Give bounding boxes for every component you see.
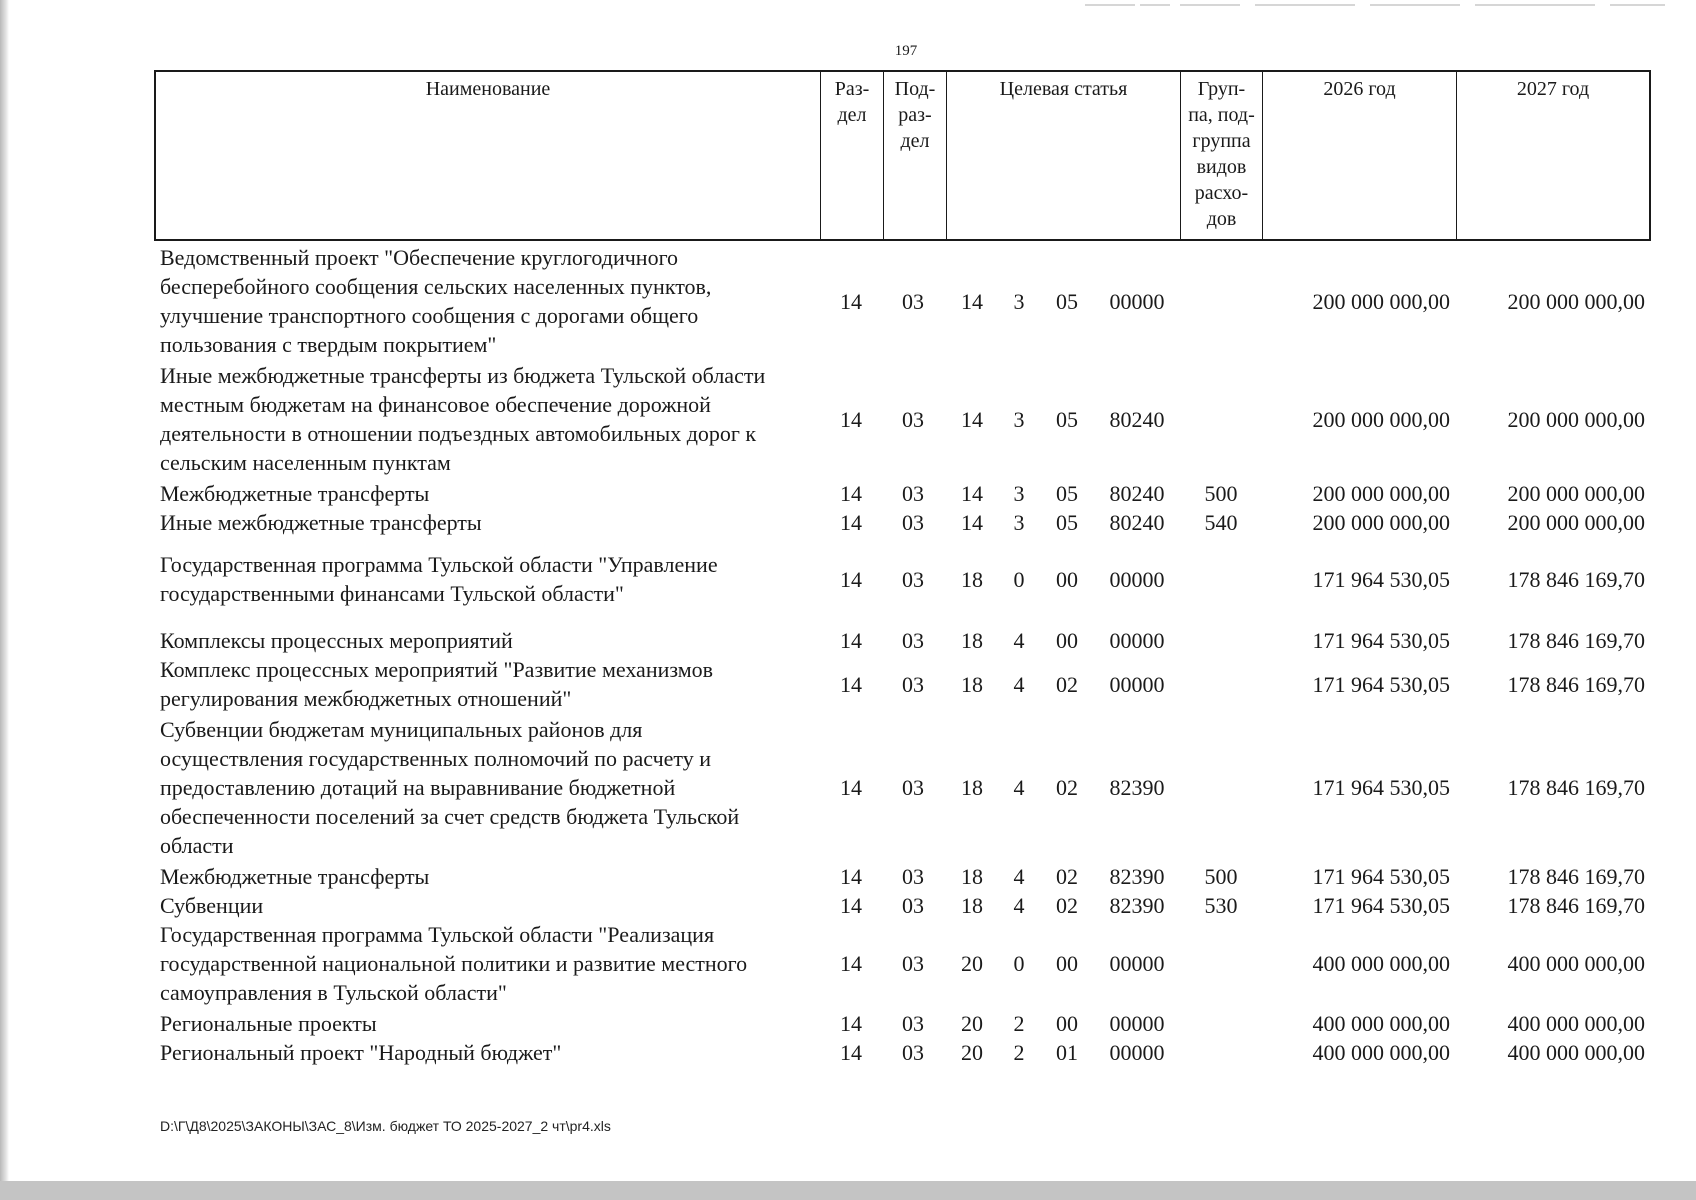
- cell-amount-2026: 171 964 530,05: [1312, 775, 1450, 800]
- cell-t3: 02: [1056, 864, 1078, 889]
- cell-podrazdel: 03: [902, 510, 924, 535]
- cell-t3: 05: [1056, 481, 1078, 506]
- cell-t1: 18: [961, 672, 983, 697]
- row-name: [160, 361, 820, 477]
- cell-t1: 18: [961, 893, 983, 918]
- cell-amount-2026: 400 000 000,00: [1312, 1040, 1450, 1065]
- cell-podrazdel: 03: [902, 672, 924, 697]
- header-year-2027: [1456, 72, 1649, 239]
- cell-t3: 00: [1056, 567, 1078, 592]
- cell-amount-2027: 200 000 000,00: [1507, 481, 1645, 506]
- row-name-line: Региональные проекты: [160, 1011, 377, 1036]
- cell-amount-2027: 400 000 000,00: [1507, 1040, 1645, 1065]
- cell-t2: 2: [1013, 1011, 1025, 1036]
- cell-amount-2026: 200 000 000,00: [1312, 289, 1450, 314]
- row-name-line: Субвенции бюджетам муниципальных районов для: [160, 717, 643, 742]
- cell-podrazdel: 03: [902, 407, 924, 432]
- row-name-line: предоставлению дотаций на выравнивание бюджетной: [160, 775, 676, 800]
- page-number: 197: [894, 43, 918, 59]
- table-row: [0, 361, 1696, 477]
- cell-razdel: 14: [840, 1040, 862, 1065]
- cell-t2: 4: [1013, 893, 1025, 918]
- cell-t4: 82390: [1109, 864, 1165, 889]
- row-name-line: Региональный проект "Народный бюджет": [160, 1040, 562, 1065]
- cell-razdel: 14: [840, 289, 862, 314]
- cell-amount-2027: 400 000 000,00: [1507, 951, 1645, 976]
- cell-t2: 4: [1013, 628, 1025, 653]
- header-label-line: 2026 год: [1323, 78, 1396, 100]
- cell-amount-2027: 178 846 169,70: [1507, 775, 1645, 800]
- row-name-line: деятельности в отношении подъездных автомобильных дорог к: [160, 421, 757, 446]
- table-row: [0, 479, 1696, 508]
- cell-podrazdel: 03: [902, 289, 924, 314]
- cell-amount-2026: 171 964 530,05: [1312, 628, 1450, 653]
- cell-t2: 3: [1013, 289, 1025, 314]
- cell-t2: 4: [1013, 864, 1025, 889]
- row-name: [160, 920, 820, 1007]
- cell-t3: 02: [1056, 672, 1078, 697]
- cell-group: 540: [1204, 510, 1238, 535]
- cell-t3: 01: [1056, 1040, 1078, 1065]
- cell-t3: 05: [1056, 407, 1078, 432]
- cell-t2: 3: [1013, 510, 1025, 535]
- cell-podrazdel: 03: [902, 1011, 924, 1036]
- cell-amount-2026: 200 000 000,00: [1312, 481, 1450, 506]
- row-name-line: государственными финансами Тульской области": [160, 581, 624, 606]
- row-name: [160, 1038, 820, 1067]
- header-label-line: па, под-: [1188, 104, 1255, 126]
- header-razdel: [820, 72, 883, 239]
- cell-razdel: 14: [840, 567, 862, 592]
- row-name-line: Межбюджетные трансферты: [160, 864, 430, 889]
- row-name: [160, 508, 820, 537]
- cell-amount-2027: 178 846 169,70: [1507, 864, 1645, 889]
- cell-t4: 80240: [1109, 481, 1165, 506]
- row-name-line: улучшение транспортного сообщения с дорогами общего: [160, 303, 699, 328]
- cell-t3: 00: [1056, 628, 1078, 653]
- cell-t1: 14: [961, 407, 983, 432]
- cell-t4: 80240: [1109, 510, 1165, 535]
- cell-amount-2027: 178 846 169,70: [1507, 567, 1645, 592]
- cell-t3: 00: [1056, 951, 1078, 976]
- cell-t3: 05: [1056, 289, 1078, 314]
- cell-razdel: 14: [840, 893, 862, 918]
- cell-t4: 82390: [1109, 893, 1165, 918]
- cell-razdel: 14: [840, 864, 862, 889]
- scan-mark: [1255, 4, 1355, 6]
- cell-t2: 4: [1013, 775, 1025, 800]
- cell-t4: 00000: [1109, 628, 1165, 653]
- cell-amount-2026: 171 964 530,05: [1312, 567, 1450, 592]
- table-row: [0, 715, 1696, 860]
- row-name-line: Ведомственный проект "Обеспечение круглогодичного: [160, 245, 679, 270]
- header-label-line: раз-: [898, 104, 932, 126]
- cell-t4: 00000: [1109, 289, 1165, 314]
- cell-razdel: 14: [840, 672, 862, 697]
- cell-t4: 80240: [1109, 407, 1165, 432]
- row-name-line: пользования с твердым покрытием": [160, 332, 497, 357]
- cell-razdel: 14: [840, 1011, 862, 1036]
- cell-amount-2027: 400 000 000,00: [1507, 1011, 1645, 1036]
- scan-mark: [1610, 4, 1665, 6]
- cell-t1: 14: [961, 289, 983, 314]
- cell-t2: 4: [1013, 672, 1025, 697]
- cell-t4: 00000: [1109, 567, 1165, 592]
- table-row: [0, 626, 1696, 655]
- cell-t1: 14: [961, 510, 983, 535]
- file-path-footer: D:\Г\Д8\2025\ЗАКОНЫ\ЗАС_8\Изм. бюджет ТО 2025-2027_2 чт\pr4.xls: [160, 1118, 611, 1134]
- header-label-line: Под-: [894, 78, 936, 100]
- cell-razdel: 14: [840, 775, 862, 800]
- cell-t3: 05: [1056, 510, 1078, 535]
- cell-t3: 02: [1056, 775, 1078, 800]
- cell-amount-2026: 200 000 000,00: [1312, 510, 1450, 535]
- row-name-line: регулирования межбюджетных отношений": [160, 686, 572, 711]
- cell-podrazdel: 03: [902, 893, 924, 918]
- cell-amount-2027: 200 000 000,00: [1507, 510, 1645, 535]
- row-name: [160, 626, 820, 655]
- cell-amount-2027: 200 000 000,00: [1507, 407, 1645, 432]
- table-row: [0, 508, 1696, 537]
- cell-amount-2026: 171 964 530,05: [1312, 864, 1450, 889]
- scan-mark: [1370, 4, 1460, 6]
- header-label-line: Целевая статья: [999, 78, 1128, 100]
- cell-razdel: 14: [840, 407, 862, 432]
- cell-t1: 18: [961, 628, 983, 653]
- row-name-line: местным бюджетам на финансовое обеспечение дорожной: [160, 392, 711, 417]
- row-name: [160, 862, 820, 891]
- cell-amount-2027: 178 846 169,70: [1507, 628, 1645, 653]
- cell-t4: 00000: [1109, 1011, 1165, 1036]
- table-row: [0, 920, 1696, 1007]
- cell-podrazdel: 03: [902, 628, 924, 653]
- cell-t1: 20: [961, 1040, 983, 1065]
- table-header: [154, 70, 1651, 241]
- scan-mark: [1140, 4, 1170, 6]
- cell-razdel: 14: [840, 510, 862, 535]
- scan-mark: [1475, 4, 1595, 6]
- cell-t1: 18: [961, 567, 983, 592]
- row-name-line: сельским населенным пунктам: [160, 450, 451, 475]
- cell-group: 500: [1204, 864, 1238, 889]
- cell-t2: 3: [1013, 481, 1025, 506]
- row-name-line: обеспеченности поселений за счет средств бюджета Тульской: [160, 804, 740, 829]
- header-label-line: 2027 год: [1516, 78, 1590, 100]
- cell-amount-2027: 200 000 000,00: [1507, 289, 1645, 314]
- cell-amount-2026: 400 000 000,00: [1312, 1011, 1450, 1036]
- header-label-line: Раз-: [834, 78, 870, 100]
- header-label-line: Груп-: [1197, 78, 1246, 100]
- header-label-line: видов: [1196, 156, 1247, 178]
- row-name-line: Государственная программа Тульской области "Реализация: [160, 922, 715, 947]
- cell-amount-2026: 171 964 530,05: [1312, 893, 1450, 918]
- cell-t1: 18: [961, 864, 983, 889]
- row-name-line: Комплекс процессных мероприятий "Развитие механизмов: [160, 657, 714, 682]
- row-name: [160, 715, 820, 860]
- row-name-line: Государственная программа Тульской области "Управление: [160, 552, 718, 577]
- row-name-line: Иные межбюджетные трансферты из бюджета Тульской области: [160, 363, 766, 388]
- cell-group: 530: [1204, 893, 1238, 918]
- row-name-line: Межбюджетные трансферты: [160, 481, 430, 506]
- cell-t4: 00000: [1109, 951, 1165, 976]
- row-name: [160, 655, 820, 713]
- header-target-article: [946, 72, 1180, 239]
- header-podrazdel: [883, 72, 946, 239]
- table-row: [0, 243, 1696, 359]
- row-name-line: осуществления государственных полномочий по расчету и: [160, 746, 712, 771]
- cell-t2: 0: [1013, 567, 1025, 592]
- cell-razdel: 14: [840, 951, 862, 976]
- cell-t3: 00: [1056, 1011, 1078, 1036]
- cell-podrazdel: 03: [902, 951, 924, 976]
- header-label-line: группа: [1192, 130, 1251, 152]
- row-name-line: государственной национальной политики и развитие местного: [160, 951, 748, 976]
- cell-t4: 82390: [1109, 775, 1165, 800]
- table-row: [0, 891, 1696, 920]
- row-name-line: бесперебойного сообщения сельских населенных пунктов,: [160, 274, 712, 299]
- row-name: [160, 891, 820, 920]
- cell-t1: 14: [961, 481, 983, 506]
- cell-amount-2027: 178 846 169,70: [1507, 893, 1645, 918]
- cell-t4: 00000: [1109, 672, 1165, 697]
- row-name-line: области: [160, 833, 234, 858]
- cell-amount-2026: 400 000 000,00: [1312, 951, 1450, 976]
- header-expense-group: [1180, 72, 1262, 239]
- header-label-line: дел: [900, 130, 930, 152]
- cell-t2: 0: [1013, 951, 1025, 976]
- cell-amount-2026: 200 000 000,00: [1312, 407, 1450, 432]
- row-name: [160, 550, 820, 608]
- table-row: [0, 550, 1696, 608]
- table-row: [0, 1038, 1696, 1067]
- cell-amount-2026: 171 964 530,05: [1312, 672, 1450, 697]
- cell-podrazdel: 03: [902, 481, 924, 506]
- scan-mark: [1180, 4, 1240, 6]
- scan-mark: [1085, 4, 1135, 6]
- cell-t2: 2: [1013, 1040, 1025, 1065]
- row-name: [160, 1009, 820, 1038]
- cell-razdel: 14: [840, 628, 862, 653]
- table-row: [0, 862, 1696, 891]
- header-label-line: Наименование: [425, 78, 551, 100]
- row-name-line: Иные межбюджетные трансферты: [160, 510, 482, 535]
- cell-razdel: 14: [840, 481, 862, 506]
- cell-t1: 20: [961, 951, 983, 976]
- cell-t3: 02: [1056, 893, 1078, 918]
- cell-podrazdel: 03: [902, 864, 924, 889]
- table-row: [0, 1009, 1696, 1038]
- cell-t1: 18: [961, 775, 983, 800]
- header-name: [156, 72, 820, 239]
- header-label-line: дов: [1206, 208, 1237, 230]
- row-name: [160, 243, 820, 359]
- cell-podrazdel: 03: [902, 775, 924, 800]
- cell-podrazdel: 03: [902, 1040, 924, 1065]
- row-name: [160, 479, 820, 508]
- table-row: [0, 655, 1696, 713]
- cell-t4: 00000: [1109, 1040, 1165, 1065]
- cell-amount-2027: 178 846 169,70: [1507, 672, 1645, 697]
- cell-t2: 3: [1013, 407, 1025, 432]
- row-name-line: самоуправления в Тульской области": [160, 980, 507, 1005]
- row-name-line: Субвенции: [160, 893, 264, 918]
- cell-group: 500: [1204, 481, 1238, 506]
- row-name-line: Комплексы процессных мероприятий: [160, 628, 513, 653]
- cell-podrazdel: 03: [902, 567, 924, 592]
- header-year-2026: [1262, 72, 1456, 239]
- cell-t1: 20: [961, 1011, 983, 1036]
- header-label-line: дел: [837, 104, 867, 126]
- header-label-line: расхо-: [1194, 182, 1249, 204]
